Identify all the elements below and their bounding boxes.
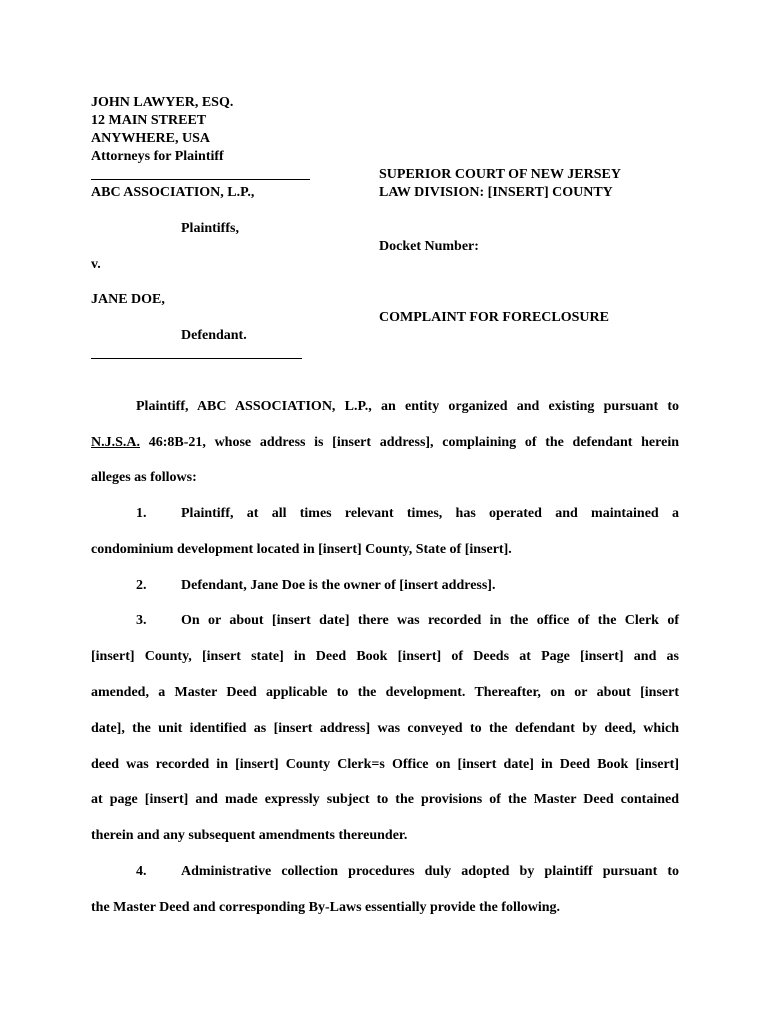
intro-line-2-text: 46:8B-21, whose address is [insert address], complaining of the defendant herein — [140, 435, 679, 450]
caption-bottom-rule — [91, 358, 302, 359]
attorney-role: Attorneys for Plaintiff — [91, 149, 224, 164]
para-1-number: 1. — [136, 506, 147, 521]
para-2-line-1: Defendant, Jane Doe is the owner of [insert address]. — [181, 578, 496, 593]
para-3-number: 3. — [136, 613, 147, 628]
defendant-label: Defendant. — [181, 328, 247, 343]
caption-top-rule — [91, 179, 310, 180]
attorney-city: ANYWHERE, USA — [91, 131, 211, 146]
para-3-line-6: at page [insert] and made expressly subject to the provisions of the Master Deed contained — [91, 792, 679, 807]
intro-line-2 — [91, 434, 679, 452]
para-3-line-3: amended, a Master Deed applicable to the development. Thereafter, on or about [insert — [91, 685, 679, 700]
para-1-line-2: condominium development located in [insert] County, State of [insert]. — [91, 542, 512, 557]
para-3-line-4: date], the unit identified as [insert address] was conveyed to the defendant by deed, which — [91, 721, 679, 736]
njsa-citation: N.J.S.A. — [91, 435, 141, 450]
court-division: LAW DIVISION: [INSERT] COUNTY — [379, 185, 613, 200]
para-1-line-1: Plaintiff, at all times relevant times, has operated and maintained a — [181, 506, 679, 521]
intro-line-3: alleges as follows: — [91, 470, 197, 485]
para-4-line-1: Administrative collection procedures duly adopted by plaintiff pursuant to — [181, 864, 679, 879]
para-3-line-7: therein and any subsequent amendments thereunder. — [91, 828, 408, 843]
para-4-line-2: the Master Deed and corresponding By-Laws essentially provide the following. — [91, 900, 561, 915]
plaintiff-label: Plaintiffs, — [181, 221, 239, 236]
defendant-name: JANE DOE, — [91, 292, 165, 307]
intro-line-1: Plaintiff, ABC ASSOCIATION, L.P., an entity organized and existing pursuant to — [136, 399, 679, 414]
para-3-line-5: deed was recorded in [insert] County Clerk=s Office on [insert date] in Deed Book [insert] — [91, 757, 679, 772]
court-name: SUPERIOR COURT OF NEW JERSEY — [379, 167, 621, 182]
attorney-street: 12 MAIN STREET — [91, 113, 207, 128]
para-3-line-2: [insert] County, [insert state] in Deed Book [insert] of Deeds at Page [insert] and as — [91, 649, 679, 664]
para-3-line-1: On or about [insert date] there was recorded in the office of the Clerk of — [181, 613, 679, 628]
versus-label: v. — [91, 257, 101, 272]
plaintiff-name: ABC ASSOCIATION, L.P., — [91, 185, 255, 200]
docket-number-label: Docket Number: — [379, 239, 479, 254]
attorney-name: JOHN LAWYER, ESQ. — [91, 95, 234, 110]
document-title: COMPLAINT FOR FORECLOSURE — [379, 310, 609, 325]
para-4-number: 4. — [136, 864, 147, 879]
para-2-number: 2. — [136, 578, 147, 593]
